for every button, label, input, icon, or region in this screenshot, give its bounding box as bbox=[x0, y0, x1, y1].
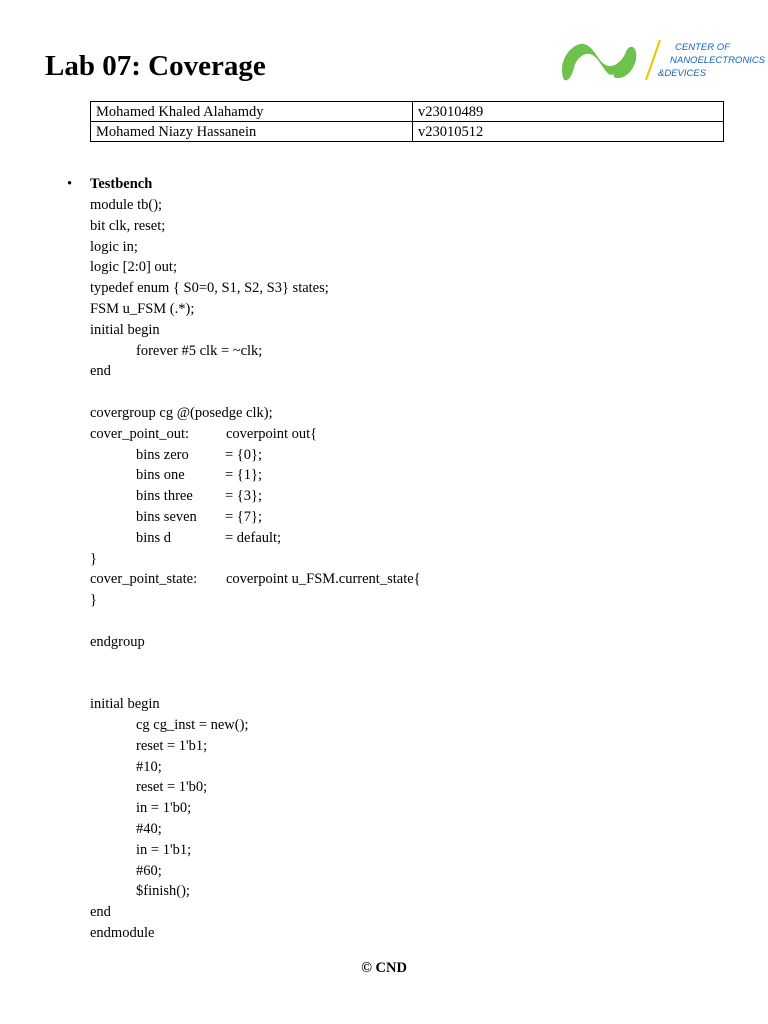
code-text: cg cg_inst = new(); bbox=[136, 716, 249, 733]
code-line bbox=[90, 881, 730, 902]
code-line bbox=[90, 632, 730, 653]
code-text: logic [2:0] out; bbox=[90, 259, 177, 276]
code-line bbox=[90, 757, 730, 778]
cnd-logo bbox=[556, 34, 766, 86]
code-line bbox=[90, 840, 730, 861]
code-line bbox=[90, 777, 730, 798]
code-line bbox=[90, 320, 730, 341]
code-line bbox=[90, 278, 730, 299]
section-heading: Testbench bbox=[90, 176, 153, 192]
code-text: end bbox=[90, 363, 111, 380]
code-line bbox=[90, 902, 730, 923]
member-name: Mohamed Khaled Alahamdy bbox=[91, 102, 413, 122]
code-line bbox=[90, 445, 730, 466]
code-text-aligned: coverpoint u_FSM.current_state{ bbox=[226, 571, 421, 588]
code-line bbox=[90, 611, 730, 632]
code-line bbox=[90, 195, 730, 216]
code-text-aligned: = {3}; bbox=[225, 488, 263, 505]
code-text: initial begin bbox=[90, 321, 160, 338]
code-line bbox=[90, 237, 730, 258]
code-text: #40; bbox=[136, 820, 162, 837]
logo-text-line: CENTER OF bbox=[675, 42, 730, 53]
code-line bbox=[90, 736, 730, 757]
code-line bbox=[90, 486, 730, 507]
code-line bbox=[90, 465, 730, 486]
code-line bbox=[90, 819, 730, 840]
code-text-aligned: = {1}; bbox=[225, 467, 263, 484]
code-line bbox=[90, 549, 730, 570]
code-line bbox=[90, 403, 730, 424]
code-text-aligned: = {0}; bbox=[225, 446, 263, 463]
code-text: forever #5 clk = ~clk; bbox=[136, 342, 263, 359]
page-title: Lab 07: Coverage bbox=[45, 50, 266, 82]
logo-text bbox=[657, 41, 765, 80]
bullet-point: • bbox=[67, 176, 73, 192]
code-line bbox=[90, 569, 730, 590]
code-text: #10; bbox=[136, 758, 162, 775]
code-line bbox=[90, 424, 730, 445]
code-line bbox=[90, 361, 730, 382]
code-text: initial begin bbox=[90, 696, 160, 713]
code-line bbox=[90, 653, 730, 674]
code-text: reset = 1'b1; bbox=[136, 737, 208, 754]
code-line bbox=[90, 923, 730, 944]
member-id: v23010512 bbox=[413, 122, 724, 142]
logo-text-line: NANOELECTRONICS bbox=[670, 55, 766, 66]
code-text: bins seven bbox=[136, 508, 197, 525]
code-text-aligned: = {7}; bbox=[225, 508, 263, 525]
code-text: } bbox=[90, 550, 97, 567]
code-text: bins zero bbox=[136, 446, 189, 463]
code-text: bins one bbox=[136, 467, 185, 484]
code-line bbox=[90, 257, 730, 278]
code-text: in = 1'b1; bbox=[136, 841, 192, 858]
code-text: } bbox=[90, 592, 97, 609]
code-text: reset = 1'b0; bbox=[136, 779, 208, 796]
code-line bbox=[90, 590, 730, 611]
code-line bbox=[90, 382, 730, 403]
code-text: in = 1'b0; bbox=[136, 800, 192, 817]
code-line bbox=[90, 507, 730, 528]
code-line bbox=[90, 528, 730, 549]
code-text: logic in; bbox=[90, 238, 138, 255]
member-id: v23010489 bbox=[413, 102, 724, 122]
code-line bbox=[90, 715, 730, 736]
code-line bbox=[90, 861, 730, 882]
code-text: endgroup bbox=[90, 633, 145, 650]
code-text: $finish(); bbox=[136, 883, 190, 900]
code-text-aligned: = default; bbox=[225, 529, 282, 546]
table-row bbox=[91, 122, 724, 142]
code-line bbox=[90, 798, 730, 819]
code-text: module tb(); bbox=[90, 197, 163, 213]
code-text: bins three bbox=[136, 488, 193, 505]
code-line bbox=[90, 341, 730, 362]
code-line bbox=[90, 673, 730, 694]
member-name: Mohamed Niazy Hassanein bbox=[91, 122, 413, 142]
code-text: typedef enum { S0=0, S1, S2, S3} states; bbox=[90, 280, 329, 297]
code-text-aligned: coverpoint out{ bbox=[226, 425, 318, 442]
footer-copyright: © CND bbox=[361, 960, 407, 976]
code-text: bins d bbox=[136, 529, 172, 546]
code-line bbox=[90, 216, 730, 237]
code-text: cover_point_state: bbox=[90, 571, 198, 588]
code-text: cover_point_out: bbox=[90, 425, 190, 442]
members-table bbox=[90, 101, 724, 142]
code-line bbox=[90, 299, 730, 320]
code-block bbox=[90, 195, 730, 944]
code-line bbox=[90, 694, 730, 715]
code-text: covergroup cg @(posedge clk); bbox=[90, 404, 273, 421]
table-row bbox=[91, 102, 724, 122]
code-text: bit clk, reset; bbox=[90, 217, 166, 234]
code-text: #60; bbox=[136, 862, 162, 879]
code-text: endmodule bbox=[90, 924, 155, 941]
code-text: end bbox=[90, 904, 111, 921]
code-text: FSM u_FSM (.*); bbox=[90, 300, 195, 317]
logo-text-line: &DEVICES bbox=[658, 68, 707, 79]
